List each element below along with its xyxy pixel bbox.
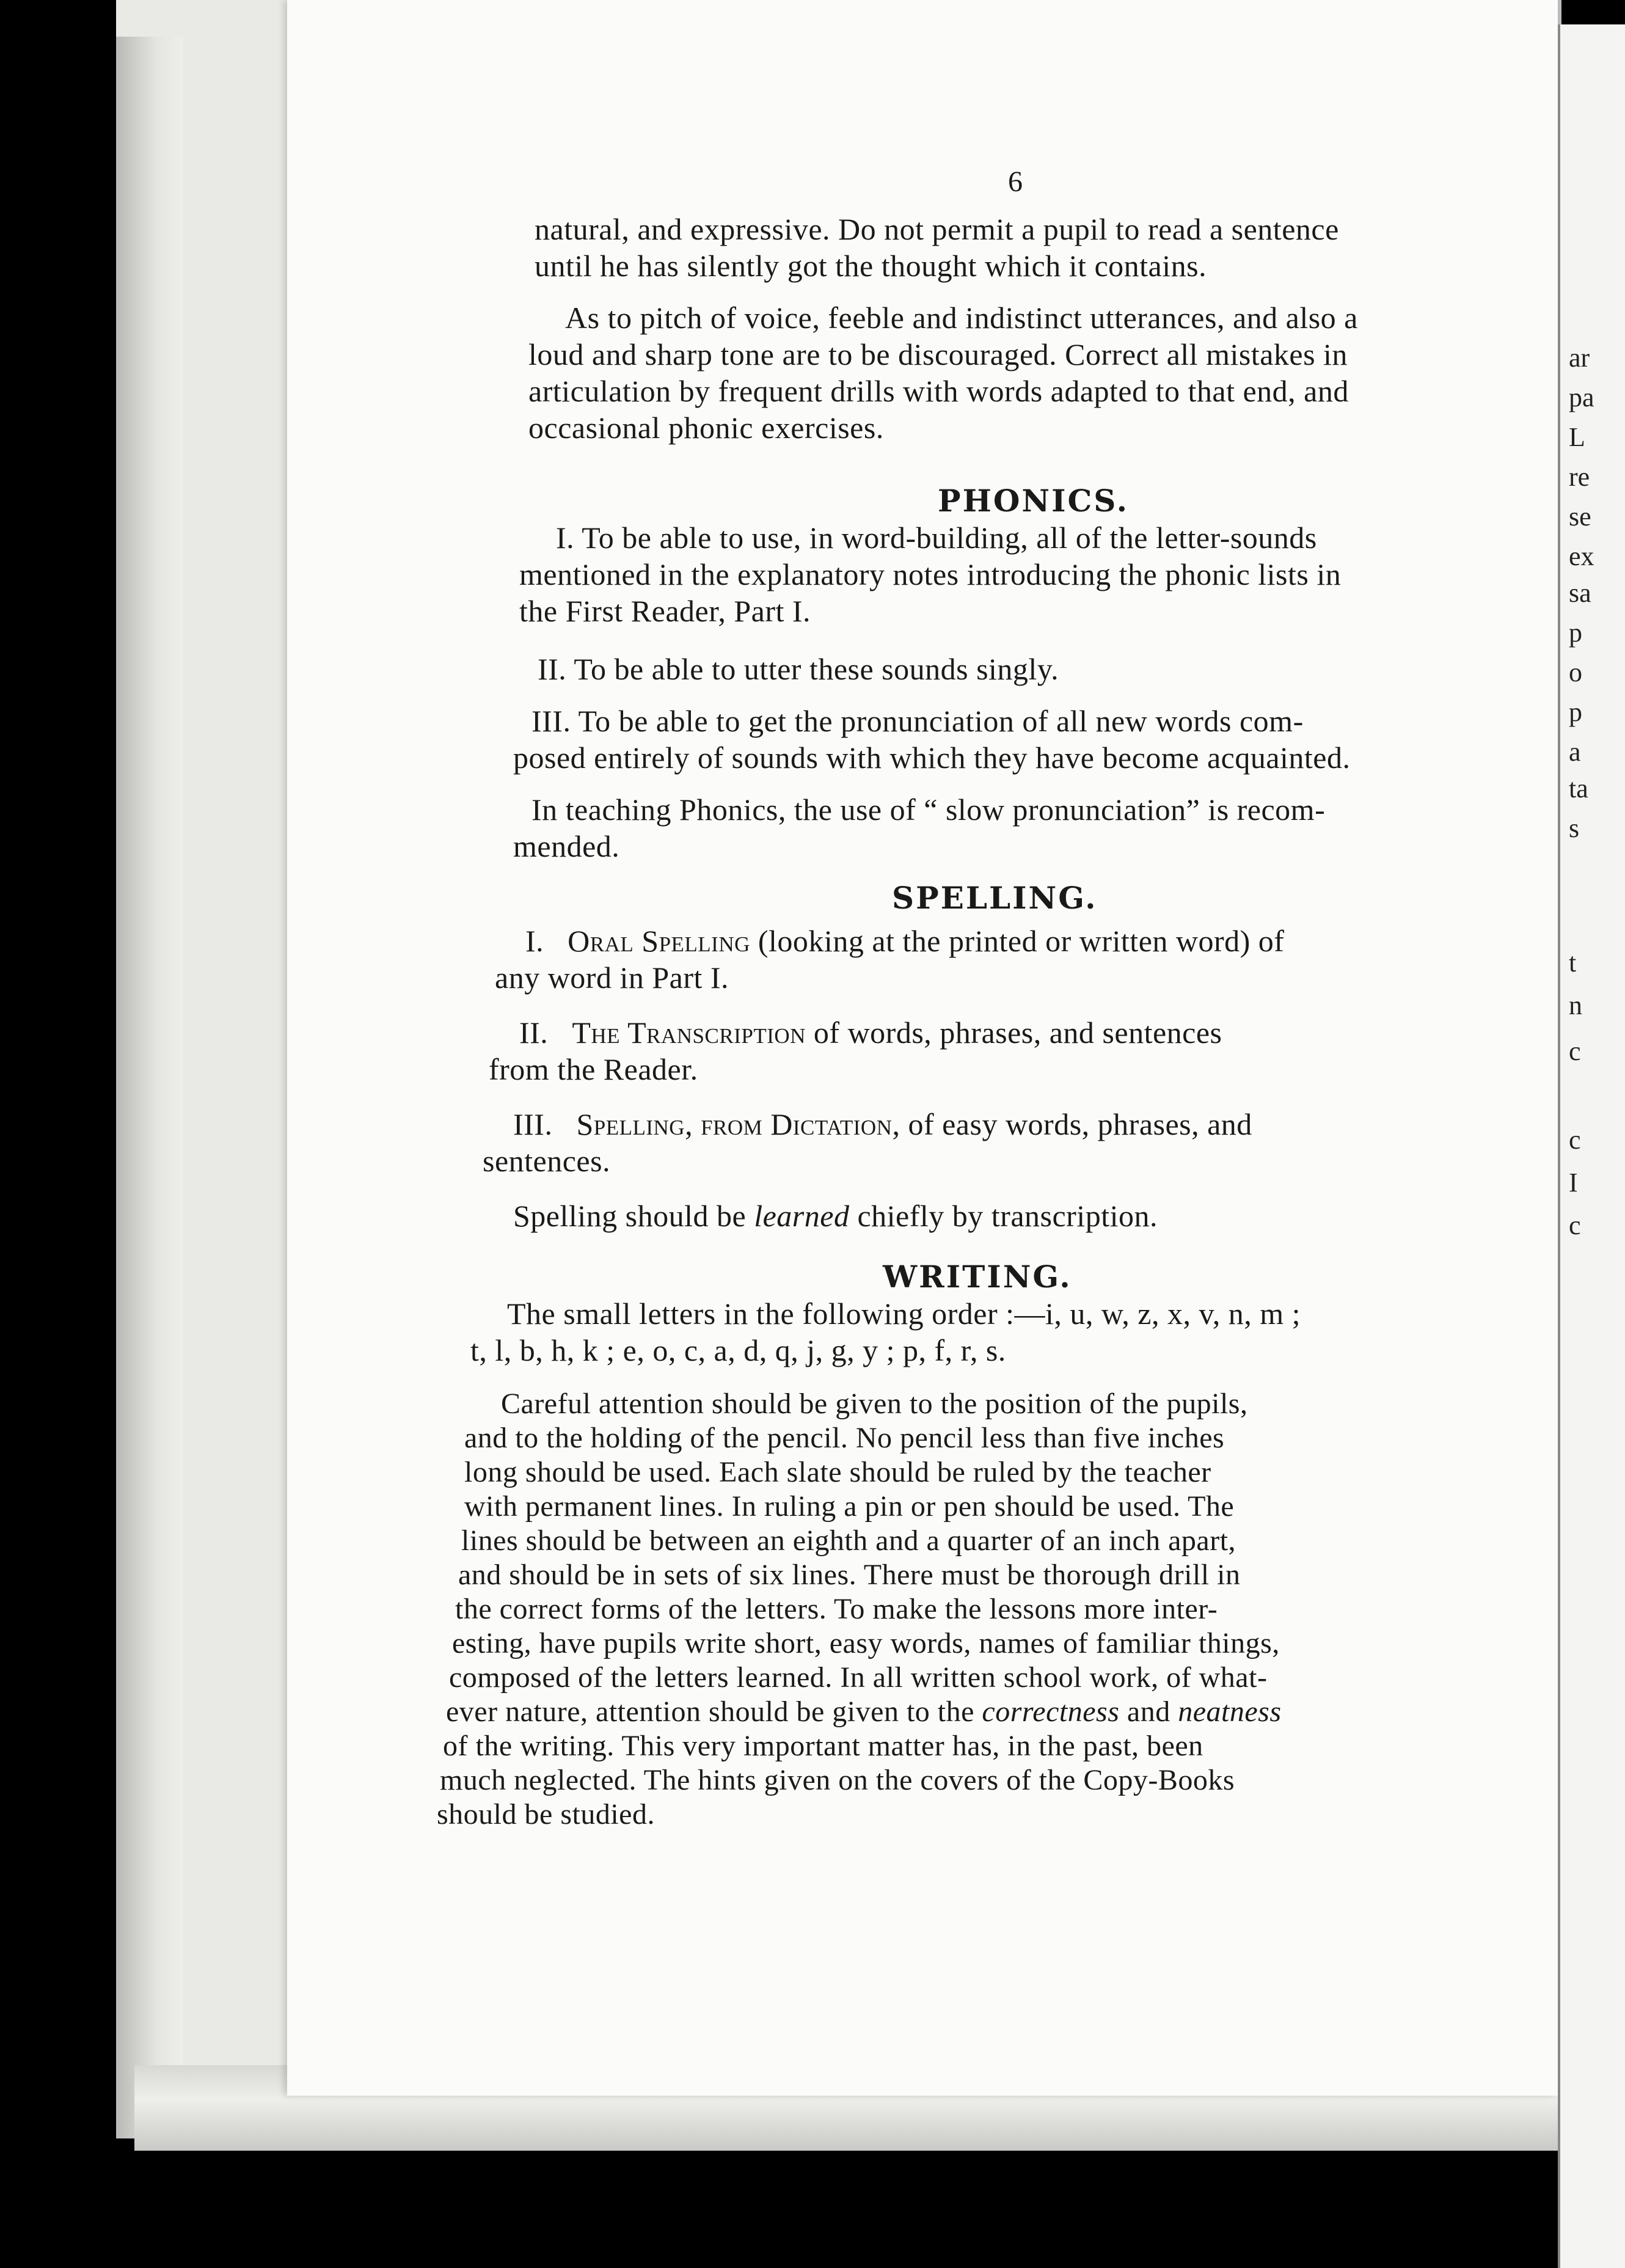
text-line: occasional phonic exercises. xyxy=(528,411,884,445)
text-line: lines should be between an eighth and a quarter of an inch apart, xyxy=(461,1524,1236,1557)
text-fragment: ex xyxy=(1569,541,1594,571)
text-line: Careful attention should be given to the position of the pupils, xyxy=(501,1388,1248,1420)
text-line: t, l, b, h, k ; e, o, c, a, d, q, j, g, y ; p, f, r, s. xyxy=(470,1333,1006,1367)
text-line xyxy=(446,1695,1282,1729)
small-caps-term: Spelling, from Dictation, xyxy=(576,1107,900,1141)
text-line: the correct forms of the letters. To make the lessons more inter- xyxy=(455,1593,1218,1625)
text-line: composed of the letters learned. In all written school work, of what- xyxy=(449,1661,1268,1694)
text-line: As to pitch of voice, feeble and indistinct utterances, and also a xyxy=(565,301,1358,335)
text-line: should be studied. xyxy=(437,1798,655,1831)
item-number: I. xyxy=(525,924,544,958)
document-page xyxy=(287,0,1558,2096)
text-fragment: c xyxy=(1569,1210,1581,1240)
text-fragment: se xyxy=(1569,502,1591,532)
text-line: I. To be able to use, in word-building, all of the letter-sounds xyxy=(556,521,1317,555)
item-number: II. xyxy=(519,1015,549,1050)
text-fragment: ta xyxy=(1569,774,1588,803)
italic-word: correctness xyxy=(982,1696,1120,1728)
text-line xyxy=(513,1106,1252,1143)
text-run: Spelling should be xyxy=(513,1199,754,1233)
text-line xyxy=(525,923,1284,959)
text-line: and to the holding of the pencil. No pencil less than five inches xyxy=(464,1422,1225,1454)
text-line: of the writing. This very important matter has, in the past, been xyxy=(443,1730,1203,1762)
text-fragment: p xyxy=(1569,697,1582,727)
text-run: of easy words, phrases, and xyxy=(900,1107,1252,1141)
text-run: and xyxy=(1119,1696,1178,1728)
text-fragment: sa xyxy=(1569,578,1591,608)
text-line: any word in Part I. xyxy=(495,960,729,995)
text-fragment: re xyxy=(1569,462,1590,492)
text-run: chiefly by transcription. xyxy=(849,1199,1158,1233)
text-line: much neglected. The hints given on the covers of the Copy-Books xyxy=(440,1764,1235,1796)
text-line: until he has silently got the thought which it contains. xyxy=(535,249,1207,283)
text-line xyxy=(519,1014,1222,1051)
text-line: sentences. xyxy=(483,1144,611,1178)
text-fragment: c xyxy=(1569,1125,1581,1155)
text-line: with permanent lines. In ruling a pin or pen should be used. The xyxy=(464,1490,1235,1523)
section-heading-spelling: SPELLING. xyxy=(892,880,1098,916)
text-fragment: L xyxy=(1569,422,1585,452)
text-line: esting, have pupils write short, easy words, names of familiar things, xyxy=(452,1627,1280,1659)
text-fragment: s xyxy=(1569,813,1580,843)
item-number: III. xyxy=(513,1107,553,1141)
text-fragment: t xyxy=(1569,948,1577,978)
text-line: III. To be able to get the pronunciation of all new words com- xyxy=(531,704,1304,738)
text-fragment: ar xyxy=(1569,343,1590,373)
text-line: loud and sharp tone are to be discouraged. Correct all mistakes in xyxy=(528,337,1348,371)
section-heading-phonics: PHONICS. xyxy=(938,483,1130,519)
text-fragment: pa xyxy=(1569,382,1594,412)
text-fragment: o xyxy=(1569,657,1582,687)
small-caps-term: Oral Spelling xyxy=(568,924,750,958)
text-fragment: a xyxy=(1569,737,1581,767)
text-line: posed entirely of sounds with which they have become acquainted. xyxy=(513,741,1351,775)
text-line: The small letters in the following order :—i, u, w, z, x, v, n, m ; xyxy=(507,1297,1301,1331)
text-line xyxy=(513,1198,1158,1234)
italic-word: learned xyxy=(754,1199,850,1233)
text-line: long should be used. Each slate should be ruled by the teacher xyxy=(464,1456,1211,1488)
text-fragment: p xyxy=(1569,618,1582,648)
text-fragment: I xyxy=(1569,1168,1578,1198)
page-number: 6 xyxy=(1008,166,1023,198)
section-heading-writing: WRITING. xyxy=(883,1259,1072,1295)
text-fragment: n xyxy=(1569,990,1582,1020)
adjacent-page-strip xyxy=(1558,24,1625,2268)
text-run: (looking at the printed or written word) of xyxy=(750,924,1285,958)
text-line: articulation by frequent drills with words adapted to that end, and xyxy=(528,374,1349,408)
text-line: natural, and expressive. Do not permit a pupil to read a sentence xyxy=(535,212,1339,246)
page-edge-shadow xyxy=(116,37,183,2138)
text-run: ever nature, attention should be given to the xyxy=(446,1696,982,1728)
small-caps-term: The Transcription xyxy=(572,1015,806,1050)
text-fragment: c xyxy=(1569,1036,1581,1066)
text-line: II. To be able to utter these sounds singly. xyxy=(538,652,1059,686)
text-line: the First Reader, Part I. xyxy=(519,594,811,628)
text-line: mended. xyxy=(513,829,620,863)
text-line: mentioned in the explanatory notes introducing the phonic lists in xyxy=(519,557,1342,591)
text-line: In teaching Phonics, the use of “ slow pronunciation” is recom- xyxy=(531,792,1326,827)
text-run: of words, phrases, and sentences xyxy=(805,1015,1222,1050)
italic-word: neatness xyxy=(1178,1696,1282,1728)
text-line: from the Reader. xyxy=(489,1052,698,1086)
text-line: and should be in sets of six lines. There must be thorough drill in xyxy=(458,1559,1241,1591)
